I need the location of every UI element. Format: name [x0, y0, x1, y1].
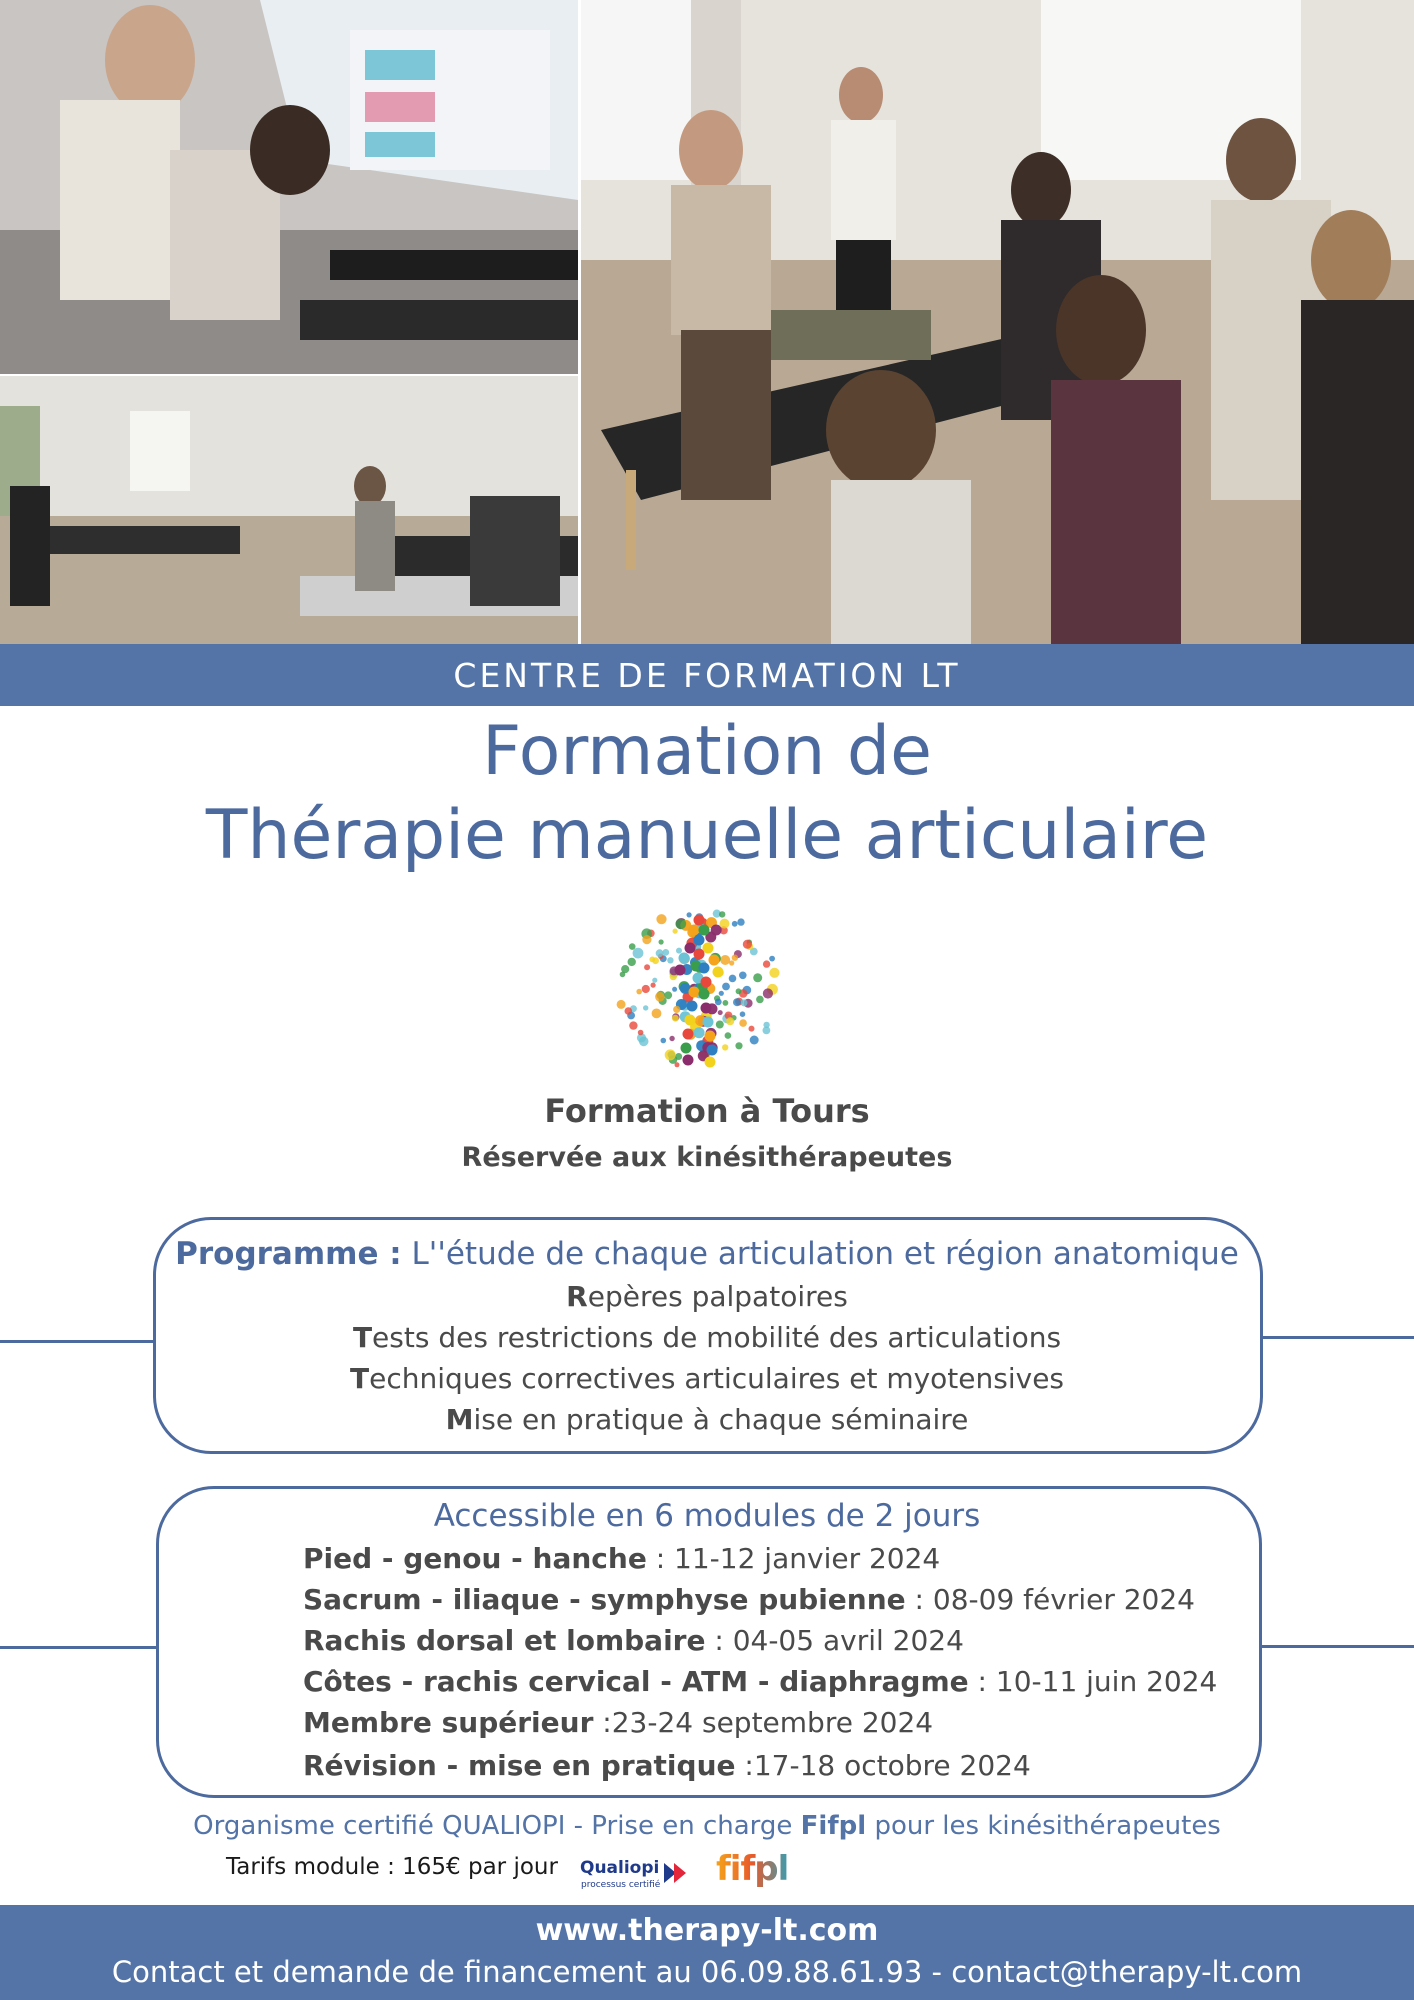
- programme-heading: [0, 1236, 1414, 1272]
- programme-intro: L''étude de chaque articulation et région anatomique: [401, 1236, 1239, 1272]
- certification-post: pour les kinésithérapeutes: [866, 1811, 1221, 1841]
- photo-class-session: [581, 0, 1414, 644]
- module-row: [303, 1706, 933, 1739]
- photo-instructor-demo: [0, 0, 578, 374]
- fifpl-logo-text: fifpl: [716, 1849, 789, 1889]
- modules-heading: Accessible en 6 modules de 2 jours: [433, 1498, 981, 1534]
- programme-item-text: echniques correctives articulaires et myotensives: [369, 1362, 1065, 1395]
- qualiopi-logo-name: Qualiopi: [580, 1858, 660, 1878]
- page-title-line-1: Formation de: [482, 712, 932, 791]
- programme-item-initial: R: [566, 1280, 588, 1313]
- certification-pre: Organisme certifié QUALIOPI - Prise en charge: [193, 1811, 801, 1841]
- programme-item-initial: M: [445, 1403, 474, 1436]
- module-name: Pied - genou - hanche: [303, 1542, 647, 1575]
- module-row: [303, 1665, 1217, 1698]
- module-row: [303, 1542, 940, 1575]
- certification-text: [0, 1811, 1414, 1841]
- certification-bold: Fifpl: [800, 1811, 867, 1841]
- module-row: [303, 1624, 964, 1657]
- divider-right: [1260, 1645, 1414, 1648]
- programme-item-text: ise en pratique à chaque séminaire: [473, 1403, 969, 1436]
- qualiopi-logo-tagline: processus certifié: [581, 1880, 661, 1890]
- programme-label: Programme :: [175, 1236, 402, 1272]
- fifpl-logo-icon: [716, 1849, 788, 1889]
- programme-item-initial: T: [349, 1362, 370, 1395]
- photo-training-room: [0, 376, 578, 644]
- body-dots-logo-icon: [614, 902, 784, 1074]
- programme-item: [0, 1321, 1414, 1354]
- module-name: Sacrum - iliaque - symphyse pubienne: [303, 1583, 906, 1616]
- module-name: Rachis dorsal et lombaire: [303, 1624, 706, 1657]
- page-title-line-2: Thérapie manuelle articulaire: [205, 796, 1209, 875]
- qualiopi-logo-icon: [578, 1853, 696, 1893]
- module-date: : 10-11 juin 2024: [968, 1665, 1218, 1698]
- location-text: Formation à Tours: [544, 1092, 870, 1130]
- module-date: :23-24 septembre 2024: [593, 1706, 934, 1739]
- programme-item: [0, 1403, 1414, 1436]
- module-row: [303, 1583, 1195, 1616]
- module-name: Révision - mise en pratique: [303, 1749, 736, 1782]
- programme-item-text: ests des restrictions de mobilité des articulations: [372, 1321, 1062, 1354]
- module-date: :17-18 octobre 2024: [735, 1749, 1031, 1782]
- programme-item-text: epères palpatoires: [587, 1280, 848, 1313]
- footer-band: [0, 1905, 1414, 2000]
- module-row: [303, 1749, 1031, 1782]
- programme-item-initial: T: [352, 1321, 373, 1354]
- programme-item: [0, 1362, 1414, 1395]
- contact-text[interactable]: Contact et demande de financement au 06.09.88.61.93 - contact@therapy-lt.com: [111, 1955, 1303, 1989]
- module-name: Côtes - rachis cervical - ATM - diaphragme: [303, 1665, 969, 1698]
- programme-item: [0, 1280, 1414, 1313]
- website-link[interactable]: www.therapy-lt.com: [535, 1913, 879, 1948]
- module-date: : 11-12 janvier 2024: [646, 1542, 941, 1575]
- module-date: : 04-05 avril 2024: [705, 1624, 964, 1657]
- tarif-text: Tarifs module : 165€ par jour: [226, 1854, 558, 1880]
- header-band: CENTRE DE FORMATION LT: [0, 644, 1414, 706]
- module-date: : 08-09 février 2024: [905, 1583, 1195, 1616]
- audience-text: Réservée aux kinésithérapeutes: [461, 1142, 953, 1173]
- module-name: Membre supérieur: [303, 1706, 594, 1739]
- divider-left: [0, 1646, 158, 1649]
